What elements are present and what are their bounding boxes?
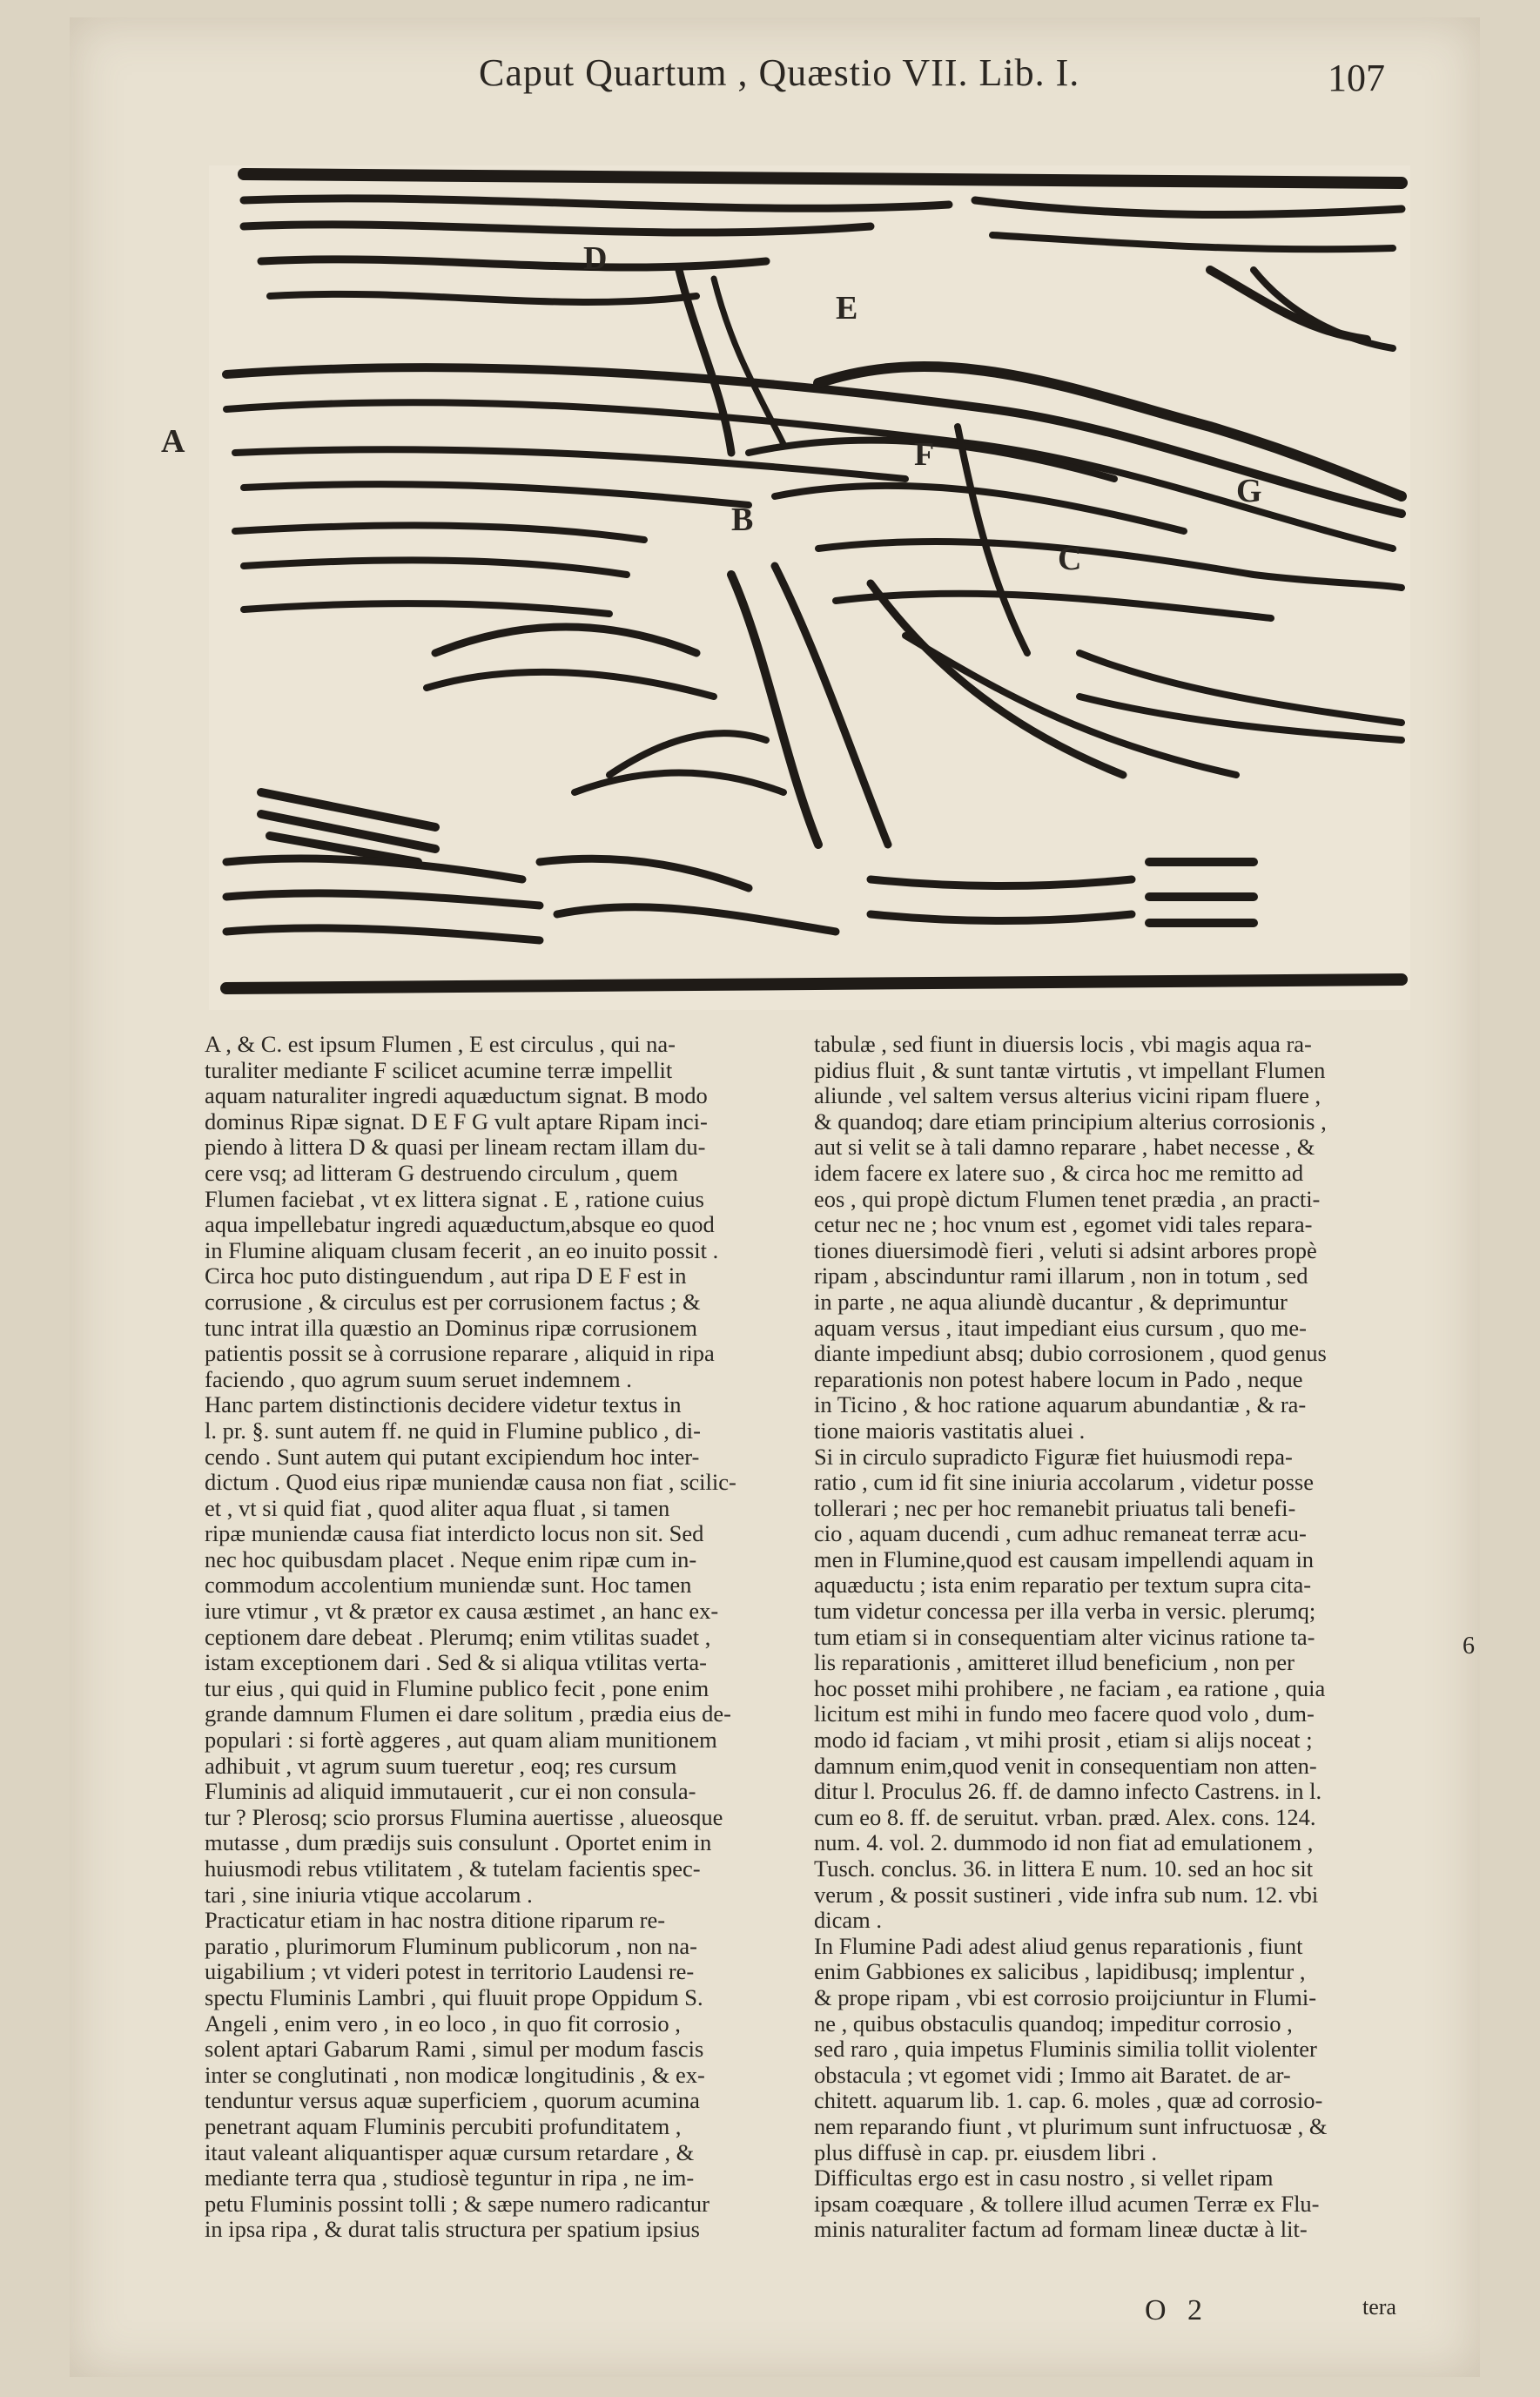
figure-label-b: B [731,502,754,538]
right-paragraph-2: Si in circulo supradicto Figuræ fiet huiusmodi repa- ratio , cum id fit sine iniuria accolarum , videtur posse tollerari ; nec per hoc remanebit priuatus tali benefi- cio , aquam ducendi , cum adhuc remaneat terræ acu- men in Flumine,quod est causam impellendi aquam in aquæductu ; ista enim reparatio per textum supra cita- tum videtur concessa per illa verba in versic. plerumq; tum etiam si in consequentiam alter vicinus ratione ta- lis reparationis , amitteret illud beneficium , non per hoc posset mihi prohibere , ne faciam , ea ratione , quia licitum est mihi in fundo meo facere quod volo , dum- modo id faciam , vt mihi prosit , etiam si alijs noceat ; damnum enim,quod venit in consequentiam non atten- ditur l. Proculus 26. ff. de damno infecto Castrens. in l. cum eo 8. ff. de seruitut. vrban. præd. Alex. cons. 124. num. 4. vol. 2. dummodo id non fiat ad emulationem , Tusch. conclus. 36. in littera E num. 10. sed an hoc sit verum , & possit sustineri , vide infra sub num. 12. vbi dicam . [814,1443,1326,1934]
catchword: tera [1362,2294,1396,2320]
figure-label-d: D [583,240,608,277]
page-number: 107 [1328,57,1385,99]
right-paragraph-3: In Flumine Padi adest aliud genus reparationis , fiunt enim Gabbiones ex salicibus , lapidibusq; implentur , & prope ripam , vbi est corrosio proijciuntur in Flumi- ne , quibus obstaculis quandoq; impeditur corrosio , sed raro , quia impetus Fluminis similia tollit violenter obstacula ; vt egomet vidi ; Immo ait Baratet. de ar- chitett. aquarum lib. 1. cap. 6. moles , quæ ad corrosio- nem reparando fiunt , vt plurimum sunt infructuosæ , & plus diffusè in cap. pr. eiusdem libri . [814,1932,1328,2165]
right-paragraph-1: tabulæ , sed fiunt in diuersis locis , vbi magis aqua ra- pidius fluit , & sunt tantæ virtutis , vt impellant Flumen aliunde , vel saltem versus alterius vicini ripam fluere , & quandoq; dare etiam principium alterius corrosionis , aut si velit se à tali damno reparare , habet necesse , & idem facere ex latere suo , & circa hoc me remitto ad eos , qui propè dictum Flumen tenet prædia , an practi- cetur nec ne ; hoc vnum est , egomet vidi tales repara- tiones diuersimodè fieri , veluti si adsint arbores propè ripam , abscinduntur rami illarum , non in totum , sed in parte , ne aqua aliundè ducantur , & deprimuntur aquam versus , itaut impediant eius cursum , quo me- diante impediunt absq; dubio corrosionem , quod genus reparationis non potest habere locum in Pado , neque in Ticino , & hoc ratione aquarum abundantiæ , & ra- tione maioris vastitatis aluei . [814,1031,1327,1444]
signature-mark: O 2 [1145,2294,1210,2326]
figure-label-e: E [836,290,858,327]
running-head: Caput Quartum , Quæstio VII. Lib. I. [479,51,1080,94]
figure-label-c: C [1058,541,1082,577]
figure-label-g: G [1236,473,1262,509]
margin-note: 6 [1463,1633,1475,1660]
woodcut-engraving [209,165,1410,1010]
left-paragraph-2: Circa hoc puto distinguendum , aut ripa D E F est in corrusione , & circulus est per corrusionem factus ; & tunc intrat illa quæstio an Dominus ripæ corrusionem patientis possit se à corrusione reparare , aliquid in ripa faciendo , quo agrum suum seruet indemnem . [205,1262,715,1392]
figure-label-f: F [914,436,935,473]
left-paragraph-3: Hanc partem distinctionis decidere videtur textus in l. pr. §. sunt autem ff. ne quid in Flumine publico , di- cendo . Sunt autem qui putant excipiendum hoc inter- dictum . Quod eius ripæ muniendæ causa non fiat , scilic- et , vt si quid fiat , quod aliter aqua fluat , si tamen ripæ muniendæ causa fiat interdicto locus non sit. Sed nec hoc quibusdam placet . Neque enim ripæ cum in- commodum accolentium muniendæ sunt. Hoc tamen iure vtimur , vt & prætor ex causa æstimet , an hanc ex- ceptionem dare debeat . Plerumq; enim vtilitas suadet , istam exceptionem dari . Sed & si aliqua vtilitas verta- tur eius , qui quid in Flumine publico fecit , pone enim grande damnum Flumen ei dare solitum , prædia eius de- populari : si fortè aggeres , aut quam aliam munitionem adhibuit , vt agrum suum tueretur , eoq; res cursum Fluminis ad aliquid immutauerit , cur ei non consula- tur ? Plerosq; scio prorsus Flumina auertisse , alueosque mutasse , dum prædijs suis consulunt . Oportet enim in huiusmodi rebus vtilitatem , & tutelam facientis spec- tari , sine iniuria vtique accolarum . [205,1391,736,1908]
right-text-column [814,1032,1423,2243]
right-paragraph-4: Difficultas ergo est in casu nostro , si vellet ripam ipsam coæquare , & tollere illud acumen Terræ ex Flu- minis naturaliter factum ad formam lineæ ductæ à lit- [814,2165,1320,2243]
figure-label-a: A [161,423,185,460]
left-paragraph-4: Practicatur etiam in hac nostra ditione riparum re- paratio , plurimorum Fluminum publicorum , non na- uigabilium ; vt videri potest in territorio Laudensi re- spectu Fluminis Lambri , qui fluuit prope Oppidum S. Angeli , enim vero , in eo loco , in quo fit corrosio , solent aptari Gabarum Rami , simul per modum fascis inter se conglutinati , non modicæ longitudinis , & ex- tenduntur versus aquæ superficiem , quorum acumina penetrant aquam Fluminis percubiti profunditatem , itaut valeant aliquantisper aquæ cursum retardare , & mediante terra qua , studiosè teguntur in ripa , ne im- petu Fluminis possint tolli ; & sæpe numero radicantur in ipsa ripa , & durat talis structura per spatium ipsius [205,1907,710,2243]
left-text-column [205,1032,805,2243]
left-paragraph-1: A , & C. est ipsum Flumen , E est circulus , qui na- turaliter mediante F scilicet acumine terræ impellit aquam naturaliter ingredi aquæductum signat. B modo dominus Ripæ signat. D E F G vult aptare Ripam inci- piendo à littera D & quasi per lineam rectam illam du- cere vsq; ad litteram G destruendo circulum , quem Flumen faciebat , vt ex littera signat . E , ratione cuius aqua impellebatur ingredi aquæductum,absque eo quod in Flumine aliquam clusam fecerit , an eo inuito possit . [205,1031,719,1263]
river-woodcut-figure [161,165,1410,1010]
book-page [70,17,1480,2377]
